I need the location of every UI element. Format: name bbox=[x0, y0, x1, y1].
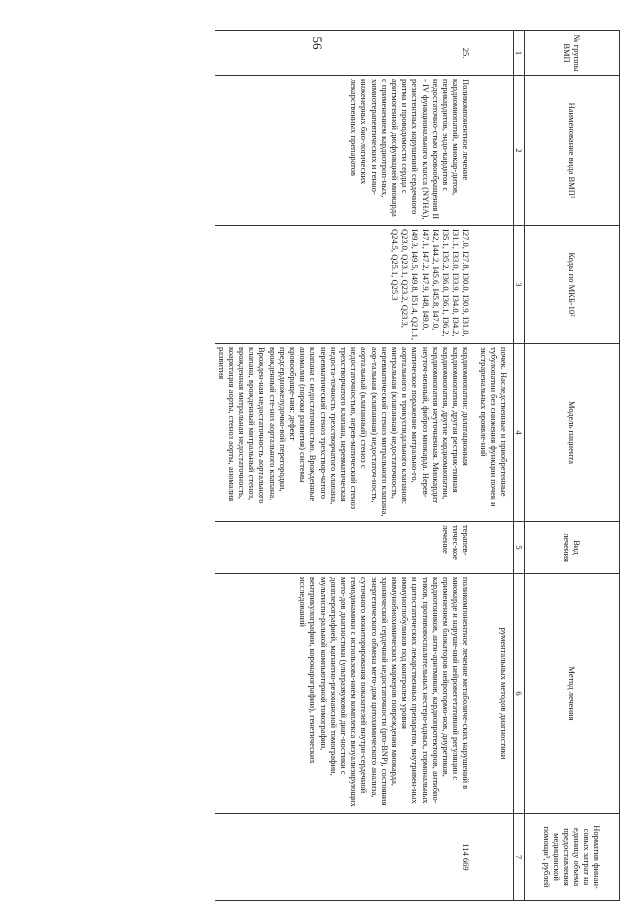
vmp-table bbox=[215, 30, 620, 901]
cell-treatment-type: терапев-тичес-кое лечение bbox=[215, 522, 472, 574]
col-number: 6 bbox=[514, 574, 525, 814]
continuation-row bbox=[472, 31, 513, 901]
cell-empty bbox=[472, 522, 513, 574]
cell-empty bbox=[472, 31, 513, 76]
column-number-row bbox=[514, 31, 525, 901]
header-group-no: № группы ВМП bbox=[525, 31, 620, 76]
col-number: 2 bbox=[514, 76, 525, 226]
cell-model-continuation: почек. Наследственные и приобретенные тубулопатии без снижения функции почек и экстраренальных проявле-ний bbox=[472, 344, 513, 522]
col-number: 7 bbox=[514, 814, 525, 901]
header-treatment-type: Вид лечения bbox=[525, 522, 620, 574]
header-codes: Коды по МКБ-10² bbox=[525, 226, 620, 344]
cell-vmp-name: Поликомпонентное лечение кардиомиопатий, миокар-дитов, перикардитов, эндо-кардитов с недостаточно-стью кровообращения II - IV функционального класса (NYHA), резистентных нарушений сердечного ритма и проводимости сердца с аритмогенной дисфункцией миокарда с применением кардиотроп-ных, химиотерапевтических и генно-инженерных био-логических лекарственных препаратов bbox=[215, 76, 472, 226]
cell-group-no: 25. bbox=[215, 31, 472, 76]
table-row-25 bbox=[215, 31, 472, 901]
header-name: Наименование вида ВМП¹ bbox=[525, 76, 620, 226]
col-number: 5 bbox=[514, 522, 525, 574]
rotated-table-container bbox=[5, 30, 620, 900]
header-method: Метод лечения bbox=[525, 574, 620, 814]
cell-empty bbox=[472, 226, 513, 344]
col-number: 3 bbox=[514, 226, 525, 344]
cell-norm-cost: 114 669 bbox=[215, 814, 472, 901]
cell-patient-model: кардиомиопатии: дилатационная кардиомиопатия, другая рестрик-тивная кардиомиопатия, другие кардиомиопатии, кардиомиопатия неуточненная. Миокардит неуточ-ненный, фиброз миокарда. Нерев-матическое поражение митрально-го, аортального и трикуспидального клапанов: митральная (клапанная) недостаточность, неревматический стеноз митрального клапана, аор-тальная (клапанная) недостаточ-ность, аортальный (клапанный) стеноз с недостаточностью, нерев-матический стеноз трехстворчатого клапана, неревматическая недоста-точность трехстворчатого клапана, неревматический стеноз трехствор-чатого клапана с недостаточностью. Врожденные аномалии (пороки развития) системы кровообраще-ния: дефект предсердножелудочко-вой перегородки, врожденный сте-ноз аортального клапана. Врожден-ная недостаточность аортального клапана, врожденный митральный стеноз, врожденная митральная недостаточность, коарктация аорты, стеноз аорты, аномалия развития bbox=[215, 344, 472, 522]
cell-empty bbox=[472, 76, 513, 226]
header-row bbox=[525, 31, 620, 901]
cell-icd-codes: I27.0, I27.8, I30.0, I30.9, I31.0, I31.1, I33.0, I33.9, I34.0, I34.2, I35.1, I35.2, I36.0, I36.1, I36.2, I42, I44.2, I45.6, I45.8, I47.0, I47.1, I47.2, I47.9, I48, I49.0, I49.3, I49.5, I49.8, I51.4, Q21.1, Q23.0, Q23.1, Q23.2, Q23.3, Q24.5, Q25.1, Q25.3 bbox=[215, 226, 472, 344]
cell-empty bbox=[472, 814, 513, 901]
page-number: 56 bbox=[310, 36, 325, 50]
header-norm: Норматив финан-совых затрат на единицу объема предоставления медицинской помощи³, рублей bbox=[525, 814, 620, 901]
cell-treatment-method: поликомпонентное лечение метаболиче-ских нарушений в миокарде и наруше-ний нейровегетативной регуляции с применением блокаторов нейрогормо-нов, диуретиков, кардиотоников, анти-аритмиков, кардиопротекторов, антибио-тиков, противовоспалительных нестеро-идных, гормональных и цитостатических лекарственных препаратов, внутривен-ных иммуноглобулинов под контролем уровня иммунобиохимических маркеров повреждения миокарда, хронической сердечной недостаточности (pro-BNP), состояния энергетического обмена мето-дом цитохимического анализа, суточного мониторирования показателей внутри-сердечной гемодинамики с использова-нием комплекса визуализирующих мето-дов диагностики (ультразвуковой диаг-ностики с допплерографией, магнитно-резонансной томографии, мультиспи-ральной компьютерной томографии, вентрикулографии, коронарографии), генетических исследований bbox=[215, 574, 472, 814]
cell-method-continuation: рументальных методов диагностики bbox=[472, 574, 513, 814]
header-model: Модель пациента bbox=[525, 344, 620, 522]
col-number: 4 bbox=[514, 344, 525, 522]
col-number: 1 bbox=[514, 31, 525, 76]
